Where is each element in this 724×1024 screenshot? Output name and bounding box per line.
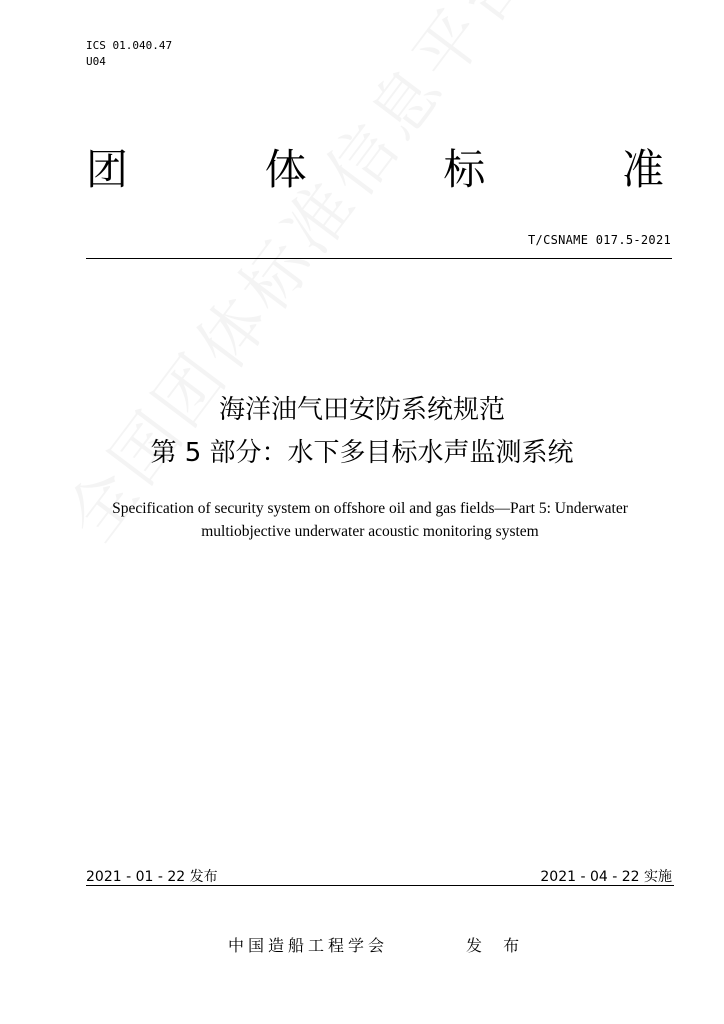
title-en-line1: Specification of security system on offshore oil and gas fields—Part 5: Underwater: [112, 500, 628, 517]
standard-number: T/CSNAME 017.5-2021: [528, 233, 671, 247]
title-cn-line2: 第 5 部分：水下多目标水声监测系统: [150, 438, 574, 468]
publish-label: 发 布: [466, 936, 528, 955]
watermark-text: [40, 0, 549, 557]
standard-type-char: 团: [86, 145, 129, 194]
implementation-date: 2021 - 04 - 22 实施: [540, 869, 672, 885]
standard-type-heading: [86, 142, 664, 198]
title-cn-line1: 海洋油气田安防系统规范: [218, 395, 505, 425]
title-en: [70, 497, 670, 543]
title-en-line2: multiobjective underwater acoustic monitoring system: [201, 523, 539, 540]
standard-type-char: 体: [264, 145, 307, 194]
classification-codes: [86, 38, 172, 70]
top-divider: [86, 258, 672, 259]
ccs-code: U04: [86, 55, 106, 68]
standard-type-char: 准: [621, 145, 664, 194]
standard-type-char: 标: [443, 145, 486, 194]
bottom-divider: [86, 885, 674, 886]
publisher-name: 中国造船工程学会: [228, 936, 389, 955]
issue-date: 2021 - 01 - 22 发布: [86, 869, 218, 885]
ics-code: ICS 01.040.47: [86, 39, 173, 52]
